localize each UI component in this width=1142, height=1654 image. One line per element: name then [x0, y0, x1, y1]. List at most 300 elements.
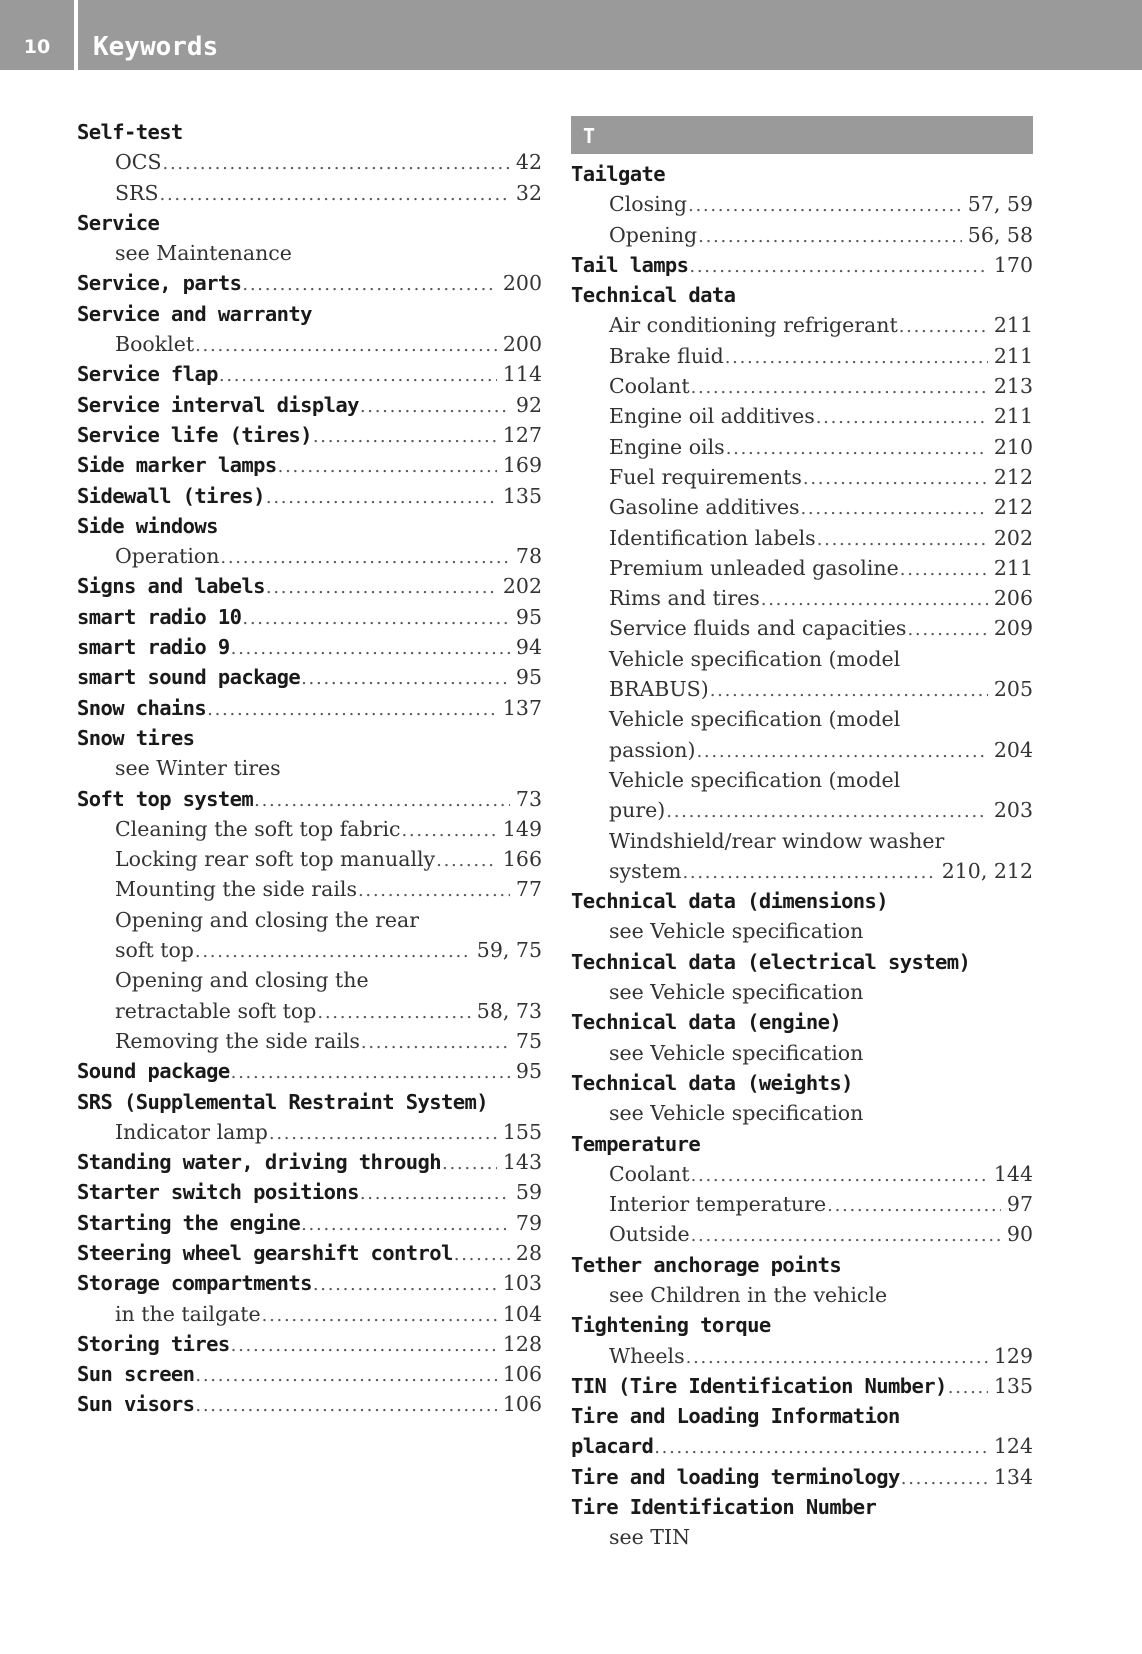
index-subentry	[571, 1098, 1033, 1128]
entry-label: Air conditioning refrigerant	[609, 313, 898, 338]
page-reference[interactable]: 205	[993, 677, 1033, 702]
entry-label: Coolant	[609, 374, 690, 399]
page-title: Keywords	[93, 32, 219, 62]
entry-label: smart radio 9	[77, 635, 230, 660]
page-reference[interactable]: 104	[502, 1301, 542, 1326]
entry-label: Technical data (dimensions)	[571, 889, 889, 914]
page-reference[interactable]: 114	[502, 362, 542, 387]
dot-leader	[195, 1391, 496, 1421]
page-reference[interactable]: 202	[993, 525, 1033, 550]
dot-leader	[803, 464, 988, 494]
dot-leader	[360, 1179, 510, 1209]
index-entry	[571, 1129, 1033, 1159]
entry-label: smart radio 10	[77, 604, 242, 629]
index-entry	[571, 1492, 1033, 1522]
index-subentry	[571, 674, 1033, 704]
page-reference[interactable]: 169	[502, 453, 542, 478]
page-reference[interactable]: 59, 75	[476, 938, 542, 963]
dot-leader	[313, 1270, 497, 1300]
dot-leader	[948, 1373, 988, 1403]
page-reference[interactable]: 211	[993, 343, 1033, 368]
entry-label: SRS	[115, 180, 159, 205]
entry-label: Storage compartments	[77, 1271, 312, 1296]
index-subentry	[77, 844, 542, 874]
entry-label: Vehicle specification (model	[609, 767, 901, 792]
index-entry	[571, 1068, 1033, 1098]
index-subentry	[571, 916, 1033, 946]
index-entry	[77, 117, 542, 147]
page-reference[interactable]: 59	[515, 1180, 542, 1205]
dot-leader	[220, 543, 509, 573]
dot-leader	[899, 312, 988, 342]
entry-label: Technical data (electrical system)	[571, 949, 971, 974]
index-entry	[77, 1329, 542, 1359]
dot-leader	[195, 1361, 496, 1391]
index-entry	[77, 511, 542, 541]
page-reference[interactable]: 92	[515, 392, 542, 417]
index-entry	[77, 784, 542, 814]
index-subentry	[77, 965, 542, 995]
dot-leader	[195, 331, 497, 361]
page-reference[interactable]: 103	[502, 1271, 542, 1296]
dot-leader	[817, 525, 988, 555]
index-subentry	[77, 1299, 542, 1329]
index-entry	[77, 723, 542, 753]
entry-label: Premium unleaded gasoline	[609, 555, 899, 580]
entry-label: Temperature	[571, 1131, 701, 1156]
entry-label: Removing the side rails	[115, 1028, 360, 1053]
index-entry	[77, 571, 542, 601]
entry-label: Coolant	[609, 1161, 690, 1186]
dot-leader	[242, 270, 496, 300]
entry-label: Standing water, driving through	[77, 1150, 442, 1175]
index-subentry	[571, 765, 1033, 795]
entry-label: Technical data (weights)	[571, 1070, 853, 1095]
dot-leader	[358, 876, 510, 906]
index-subentry	[571, 735, 1033, 765]
page-reference[interactable]: 213	[993, 374, 1033, 399]
dot-leader	[278, 452, 497, 482]
index-entry	[77, 1177, 542, 1207]
index-subentry	[77, 814, 542, 844]
page-reference[interactable]: 94	[515, 635, 542, 660]
dot-leader	[195, 937, 471, 967]
entry-label: BRABUS)	[609, 677, 709, 702]
entry-label: Service fluids and capacities	[609, 616, 907, 641]
index-subentry	[77, 753, 542, 783]
entry-label: Brake fluid	[609, 343, 724, 368]
entry-label: Tailgate	[571, 162, 665, 186]
index-entry	[77, 1389, 542, 1419]
page-reference[interactable]: 32	[515, 180, 542, 205]
index-subentry	[571, 977, 1033, 1007]
page-reference[interactable]: 210, 212	[941, 858, 1033, 883]
entry-label: see Vehicle specification	[609, 919, 864, 944]
page-reference[interactable]: 200	[502, 271, 542, 296]
index-subentry	[571, 1341, 1033, 1371]
entry-label: see Children in the vehicle	[609, 1282, 888, 1307]
entry-label: Tire and Loading Information	[571, 1404, 900, 1429]
index-subentry	[571, 644, 1033, 674]
index-entry	[571, 1250, 1033, 1280]
page-reference[interactable]: 57, 59	[967, 192, 1033, 217]
dot-leader	[698, 222, 962, 252]
index-entry	[571, 1401, 1033, 1431]
index-subentry	[77, 178, 542, 208]
entry-label: see Vehicle specification	[609, 980, 864, 1005]
page-reference[interactable]: 58, 73	[476, 998, 542, 1023]
entry-label: Indicator lamp	[115, 1119, 268, 1144]
entry-label: Wheels	[609, 1343, 685, 1368]
index-entry	[77, 1208, 542, 1238]
entry-label: Vehicle specification (model	[609, 707, 901, 732]
page-reference[interactable]: 90	[1006, 1222, 1033, 1247]
entry-label: see TIN	[609, 1525, 691, 1550]
page-reference[interactable]: 149	[502, 816, 542, 841]
dot-leader	[686, 1343, 988, 1373]
entry-label: Service flap	[77, 362, 218, 387]
dot-leader	[266, 573, 497, 603]
index-subentry	[77, 1117, 542, 1147]
dot-leader	[688, 191, 962, 221]
dot-leader	[301, 664, 510, 694]
entry-label: see Winter tires	[115, 756, 281, 781]
dot-leader	[231, 1058, 510, 1088]
dot-leader	[726, 434, 988, 464]
index-entry	[77, 481, 542, 511]
index-entry	[77, 1238, 542, 1268]
entry-label: Technical data	[571, 283, 736, 308]
page-reference[interactable]: 135	[502, 483, 542, 508]
entry-label: Sun screen	[77, 1362, 195, 1387]
dot-leader	[163, 149, 510, 179]
page-reference[interactable]: 127	[502, 422, 542, 447]
dot-leader	[262, 1301, 497, 1331]
page-reference[interactable]: 155	[502, 1119, 542, 1144]
entry-label: Starting the engine	[77, 1210, 301, 1235]
entry-label: Closing	[609, 192, 687, 217]
index-subentry	[571, 613, 1033, 643]
index-subentry	[571, 1522, 1033, 1552]
page-reference[interactable]: 166	[502, 847, 542, 872]
entry-label: Cleaning the soft top fabric	[115, 816, 401, 841]
index-entry	[77, 299, 542, 329]
header-bar	[0, 0, 1142, 70]
index-entry	[571, 947, 1033, 977]
entry-label: Outside	[609, 1222, 690, 1247]
page-reference[interactable]: 129	[993, 1343, 1033, 1368]
index-subentry	[571, 1280, 1033, 1310]
index-entry	[571, 159, 1033, 189]
index-subentry	[571, 583, 1033, 613]
entry-label: Tire and loading terminology	[571, 1464, 900, 1489]
entry-label: placard	[571, 1434, 654, 1459]
index-subentry	[571, 826, 1033, 856]
dot-leader	[689, 252, 987, 282]
index-subentry	[571, 1159, 1033, 1189]
entry-label: system	[609, 858, 682, 883]
page-reference[interactable]: 212	[993, 495, 1033, 520]
page-reference[interactable]: 128	[502, 1331, 542, 1356]
entry-label: Rims and tires	[609, 586, 760, 611]
entry-label: Opening	[609, 222, 698, 247]
index-subentry	[77, 996, 542, 1026]
entry-label: Service and warranty	[77, 301, 312, 326]
entry-label: Vehicle specification (model	[609, 646, 901, 671]
entry-label: Fuel requirements	[609, 464, 802, 489]
index-entry	[571, 1007, 1033, 1037]
entry-label: Sound package	[77, 1059, 230, 1084]
dot-leader	[761, 585, 988, 615]
dot-leader	[317, 998, 470, 1028]
index-subentry	[571, 553, 1033, 583]
page-reference[interactable]: 78	[515, 544, 542, 569]
dot-leader	[269, 1119, 497, 1149]
index-entry	[77, 693, 542, 723]
index-entry	[77, 1359, 542, 1389]
entry-label: SRS (Supplemental Restraint System)	[77, 1089, 488, 1114]
entry-label: Side marker lamps	[77, 453, 277, 478]
dot-leader	[691, 373, 988, 403]
dot-leader	[266, 483, 497, 513]
index-subentry	[77, 905, 542, 935]
page-reference[interactable]: 202	[502, 574, 542, 599]
page-reference[interactable]: 211	[993, 555, 1033, 580]
entry-label: Interior temperature	[609, 1192, 827, 1217]
index-entry	[571, 250, 1033, 280]
header-separator	[74, 0, 78, 70]
index-subentry	[571, 401, 1033, 431]
index-subentry	[77, 329, 542, 359]
dot-leader	[313, 422, 497, 452]
entry-label: Gasoline additives	[609, 495, 800, 520]
index-subentry	[77, 541, 542, 571]
page-reference[interactable]: 210	[993, 434, 1033, 459]
entry-label: see Vehicle specification	[609, 1040, 864, 1065]
index-entry	[77, 632, 542, 662]
index-subentry	[571, 220, 1033, 250]
index-entry	[77, 1056, 542, 1086]
dot-leader	[696, 737, 987, 767]
index-subentry	[571, 795, 1033, 825]
entry-label: Engine oils	[609, 434, 725, 459]
page-reference[interactable]: 211	[993, 404, 1033, 429]
index-entry	[77, 662, 542, 692]
entry-label: Snow tires	[77, 725, 195, 750]
page-reference[interactable]: 95	[515, 1059, 542, 1084]
entry-label: smart sound package	[77, 665, 301, 690]
dot-leader	[442, 1149, 497, 1179]
entry-label: retractable soft top	[115, 998, 317, 1023]
dot-leader	[907, 615, 987, 645]
index-entry	[77, 359, 542, 389]
entry-label: Engine oil additives	[609, 404, 815, 429]
index-subentry	[77, 935, 542, 965]
entry-label: Mounting the side rails	[115, 877, 357, 902]
page-reference[interactable]: 28	[515, 1240, 542, 1265]
page-reference[interactable]: 95	[515, 665, 542, 690]
page-reference[interactable]: 75	[515, 1028, 542, 1053]
page-reference[interactable]: 73	[515, 786, 542, 811]
entry-label: soft top	[115, 938, 194, 963]
entry-label: Tire Identification Number	[571, 1495, 877, 1520]
dot-leader	[231, 1331, 497, 1361]
dot-leader	[901, 1464, 988, 1494]
index-entry	[77, 208, 542, 238]
index-subentry	[571, 1219, 1033, 1249]
entry-label: Self-test	[77, 120, 183, 144]
dot-leader	[160, 180, 510, 210]
page-reference[interactable]: 134	[993, 1464, 1033, 1489]
index-subentry	[77, 874, 542, 904]
dot-leader	[691, 1161, 988, 1191]
entry-label: Starter switch positions	[77, 1180, 359, 1205]
index-subentry	[571, 189, 1033, 219]
dot-leader	[361, 1028, 510, 1058]
page-reference[interactable]: 95	[515, 604, 542, 629]
entry-label: Tightening torque	[571, 1313, 771, 1338]
page-reference[interactable]: 209	[993, 616, 1033, 641]
index-entry	[77, 390, 542, 420]
entry-label: pure)	[609, 798, 666, 823]
entry-label: passion)	[609, 737, 696, 762]
entry-label: Service	[77, 210, 160, 235]
index-entry	[77, 1268, 542, 1298]
page-reference[interactable]: 212	[993, 464, 1033, 489]
entry-label: Service, parts	[77, 271, 242, 296]
index-entry	[77, 1087, 542, 1117]
index-subentry	[571, 310, 1033, 340]
dot-leader	[800, 494, 987, 524]
entry-label: OCS	[115, 150, 162, 175]
page-reference[interactable]: 170	[993, 252, 1033, 277]
page-reference[interactable]: 206	[993, 586, 1033, 611]
entry-label: Technical data (engine)	[571, 1010, 842, 1035]
entry-label: in the tailgate	[115, 1301, 261, 1326]
index-subentry	[77, 1026, 542, 1056]
entry-label: see Maintenance	[115, 241, 292, 266]
page-reference[interactable]: 79	[515, 1210, 542, 1235]
entry-label: Sidewall (tires)	[77, 483, 265, 508]
index-subentry	[571, 371, 1033, 401]
page-reference[interactable]: 135	[993, 1373, 1033, 1398]
index-subentry	[571, 462, 1033, 492]
entry-label: TIN (Tire Identification Number)	[571, 1373, 947, 1398]
page-reference[interactable]: 137	[502, 695, 542, 720]
dot-leader	[682, 858, 935, 888]
index-entry	[77, 1147, 542, 1177]
letter-section-header: T	[571, 116, 1033, 154]
entry-label: see Vehicle specification	[609, 1101, 864, 1126]
dot-leader	[454, 1240, 510, 1270]
dot-leader	[827, 1191, 1001, 1221]
index-entry	[571, 280, 1033, 310]
dot-leader	[654, 1433, 988, 1463]
entry-label: Soft top system	[77, 786, 254, 811]
index-column-right	[571, 117, 1033, 1553]
dot-leader	[360, 392, 510, 422]
dot-leader	[242, 604, 510, 634]
entry-label: Tail lamps	[571, 252, 689, 277]
dot-leader	[254, 786, 510, 816]
page-reference[interactable]: 97	[1006, 1192, 1033, 1217]
entry-label: Service interval display	[77, 392, 359, 417]
index-entry	[77, 450, 542, 480]
index-subentry	[571, 492, 1033, 522]
page-reference[interactable]: 200	[502, 332, 542, 357]
entry-label: Windshield/rear window washer	[609, 828, 945, 853]
index-subentry	[571, 704, 1033, 734]
index-subentry	[571, 523, 1033, 553]
dot-leader	[301, 1210, 510, 1240]
index-entry	[77, 602, 542, 632]
page-reference[interactable]: 42	[515, 150, 542, 175]
page-number: 10	[23, 36, 51, 58]
entry-label: Sun visors	[77, 1392, 195, 1417]
dot-leader	[900, 555, 988, 585]
page-reference[interactable]: 124	[993, 1434, 1033, 1459]
entry-label: Operation	[115, 544, 220, 569]
entry-label: Signs and labels	[77, 574, 265, 599]
index-subentry	[77, 147, 542, 177]
index-entry	[571, 1462, 1033, 1492]
page-reference[interactable]: 143	[502, 1150, 542, 1175]
index-entry	[571, 1431, 1033, 1461]
index-entries-right	[571, 159, 1033, 1553]
page-reference[interactable]: 211	[993, 313, 1033, 338]
entry-label: Steering wheel gearshift control	[77, 1240, 453, 1265]
dot-leader	[710, 676, 988, 706]
index-subentry	[571, 856, 1033, 886]
dot-leader	[816, 403, 988, 433]
dot-leader	[401, 816, 496, 846]
index-subentry	[571, 432, 1033, 462]
entry-label: Snow chains	[77, 695, 207, 720]
page-reference[interactable]: 77	[515, 877, 542, 902]
entry-label: Tether anchorage points	[571, 1252, 842, 1277]
index-subentry	[77, 238, 542, 268]
index-entry	[571, 886, 1033, 916]
index-column-left	[77, 117, 542, 1420]
page-reference[interactable]: 204	[993, 737, 1033, 762]
dot-leader	[725, 343, 988, 373]
entry-label: Opening and closing the	[115, 968, 369, 993]
dot-leader	[207, 695, 497, 725]
index-entry	[77, 420, 542, 450]
page-reference[interactable]: 106	[502, 1362, 542, 1387]
entry-label: Locking rear soft top manually	[115, 847, 436, 872]
page-reference[interactable]: 203	[993, 798, 1033, 823]
entry-label: Storing tires	[77, 1331, 230, 1356]
index-entry	[571, 1310, 1033, 1340]
page-reference[interactable]: 56, 58	[967, 222, 1033, 247]
page-reference[interactable]: 144	[993, 1161, 1033, 1186]
entry-label: Identification labels	[609, 525, 816, 550]
entry-label: Side windows	[77, 513, 218, 538]
entry-label: Service life (tires)	[77, 422, 312, 447]
page-reference[interactable]: 106	[502, 1392, 542, 1417]
dot-leader	[666, 797, 988, 827]
index-subentry	[571, 1038, 1033, 1068]
index-subentry	[571, 1189, 1033, 1219]
dot-leader	[436, 846, 497, 876]
dot-leader	[219, 361, 497, 391]
dot-leader	[691, 1221, 1001, 1251]
index-entry	[571, 1371, 1033, 1401]
index-entry	[77, 268, 542, 298]
index-subentry	[571, 341, 1033, 371]
dot-leader	[231, 634, 510, 664]
